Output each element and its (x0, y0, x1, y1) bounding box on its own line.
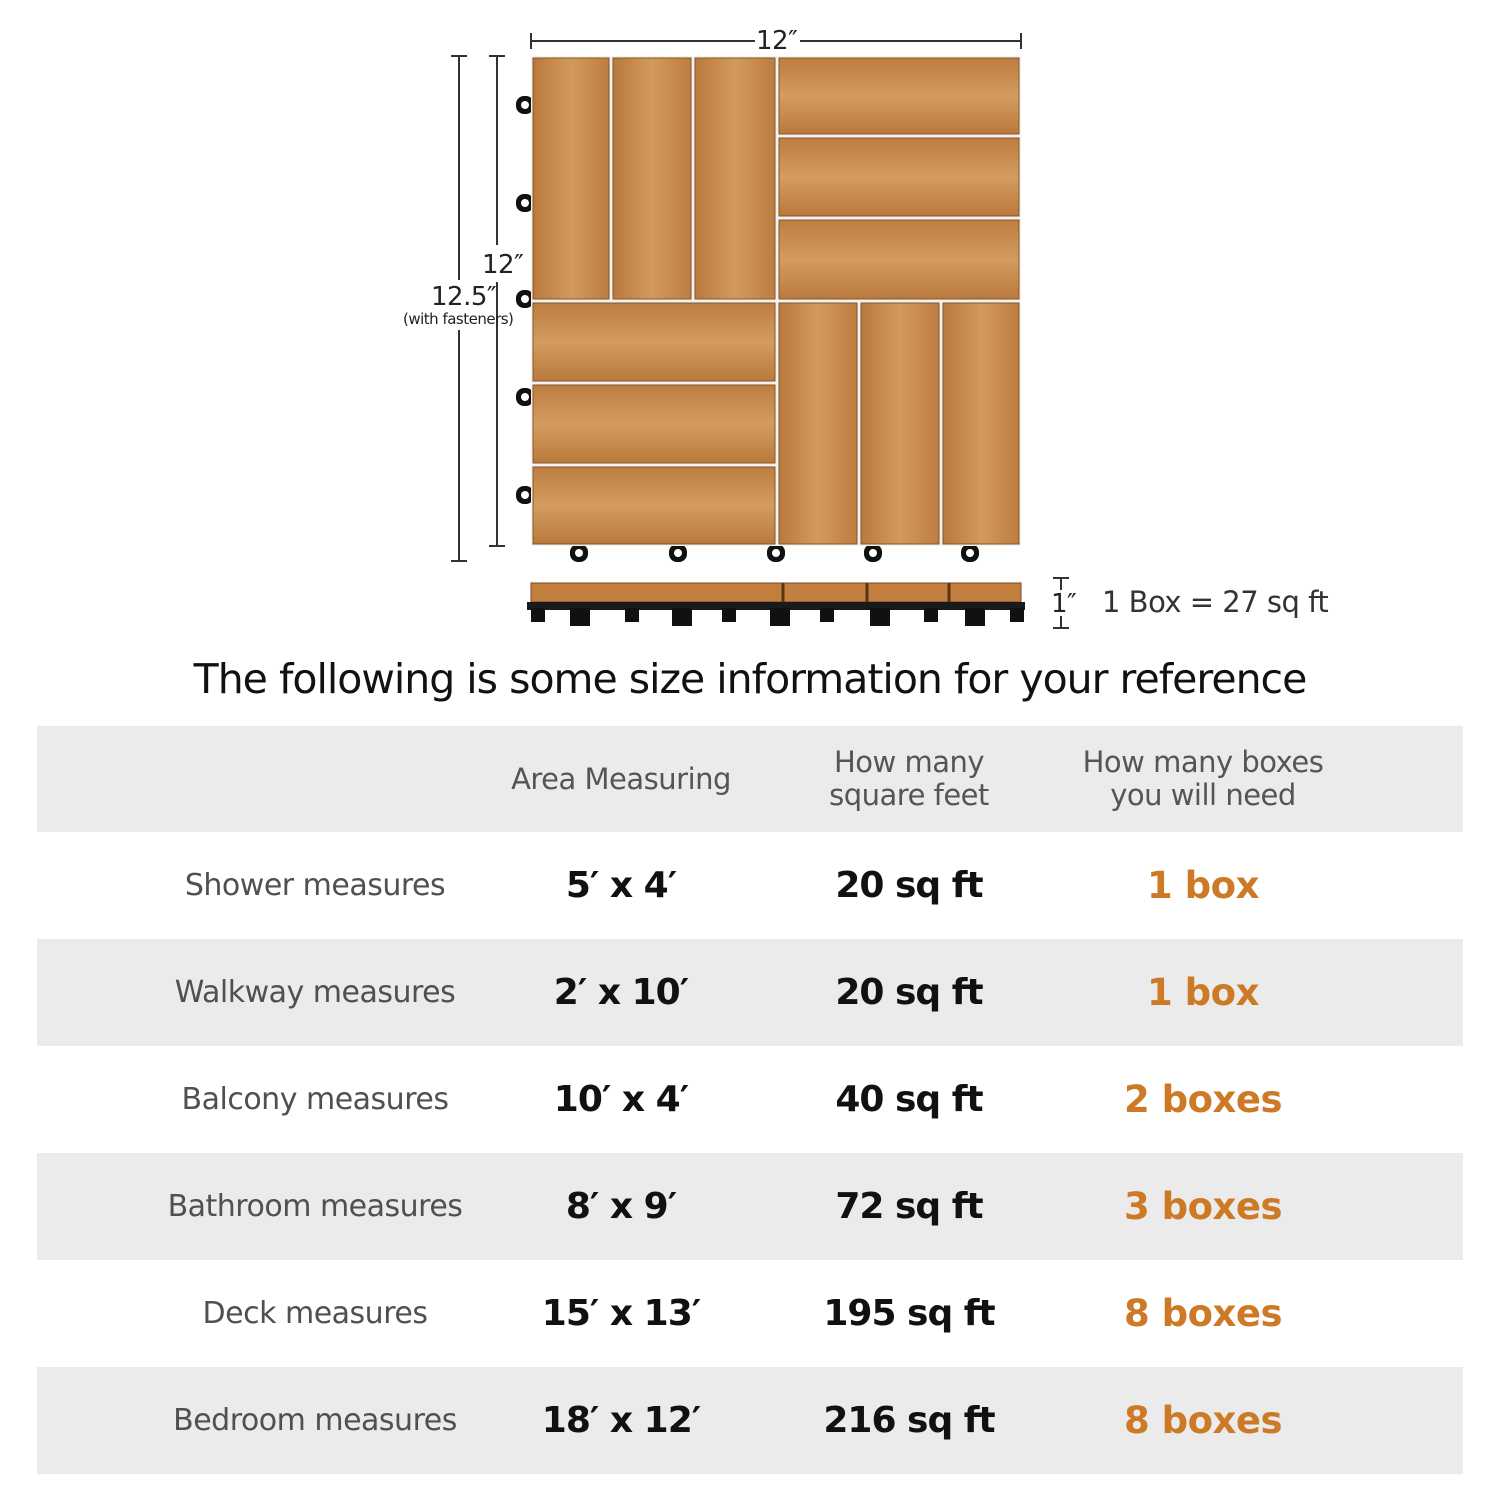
header-area-measuring-label: Area Measuring (511, 761, 731, 796)
header-boxes-needed-label: How many boxes you will need (1082, 745, 1324, 812)
area-value: 15′ x 13′ (541, 1293, 701, 1334)
tile-quadrant-bottom-right (779, 303, 1019, 544)
boxes-value: 8 boxes (1123, 1399, 1282, 1442)
row-label: Walkway measures (174, 975, 456, 1010)
table-row-balcony (37, 1046, 1463, 1153)
sqft-value: 20 sq ft (835, 972, 983, 1013)
height-label: 12″ (482, 250, 524, 280)
table-header-row (37, 726, 1463, 832)
boxes-value: 3 boxes (1123, 1185, 1282, 1228)
height-with-fasteners-label: 12.5″ (431, 282, 497, 312)
tile-quadrant-top-right (779, 58, 1019, 299)
row-label: Shower measures (184, 868, 446, 903)
table-row-bedroom (37, 1367, 1463, 1474)
tile-quadrant-bottom-left (533, 303, 775, 544)
row-label: Deck measures (202, 1296, 428, 1331)
thickness-label: 1″ (1051, 589, 1077, 619)
boxes-value: 8 boxes (1123, 1292, 1282, 1335)
area-value: 10′ x 4′ (553, 1079, 689, 1120)
header-square-feet (789, 726, 1029, 832)
row-label: Bathroom measures (167, 1189, 463, 1224)
table-row-walkway (37, 939, 1463, 1046)
header-boxes-needed (1057, 726, 1349, 832)
boxes-value: 2 boxes (1123, 1078, 1282, 1121)
tile-diagram (0, 0, 1500, 650)
header-area-measuring (503, 726, 739, 832)
tile-side-profile (527, 583, 1025, 626)
fasteners-note: (with fasteners) (403, 310, 514, 328)
tile-quadrant-top-left (533, 58, 775, 299)
size-reference-table (37, 726, 1463, 1474)
box-coverage-note: 1 Box = 27 sq ft (1102, 585, 1329, 619)
area-value: 18′ x 12′ (541, 1400, 701, 1441)
area-value: 5′ x 4′ (565, 865, 677, 906)
area-value: 8′ x 9′ (565, 1186, 677, 1227)
boxes-value: 1 box (1147, 971, 1259, 1014)
sqft-value: 195 sq ft (823, 1293, 995, 1334)
sqft-value: 72 sq ft (835, 1186, 983, 1227)
header-square-feet-label: How many square feet (829, 745, 989, 812)
sqft-value: 20 sq ft (835, 865, 983, 906)
boxes-value: 1 box (1147, 864, 1259, 907)
row-label: Bedroom measures (173, 1403, 457, 1438)
deck-tile-illustration (0, 0, 1500, 650)
table-row-deck (37, 1260, 1463, 1367)
table-row-bathroom (37, 1153, 1463, 1260)
width-label: 12″ (756, 26, 798, 56)
sqft-value: 216 sq ft (823, 1400, 995, 1441)
sqft-value: 40 sq ft (835, 1079, 983, 1120)
table-row-shower (37, 832, 1463, 939)
row-label: Balcony measures (181, 1082, 449, 1117)
area-value: 2′ x 10′ (553, 972, 689, 1013)
page-title: The following is some size information for your reference (193, 655, 1307, 703)
